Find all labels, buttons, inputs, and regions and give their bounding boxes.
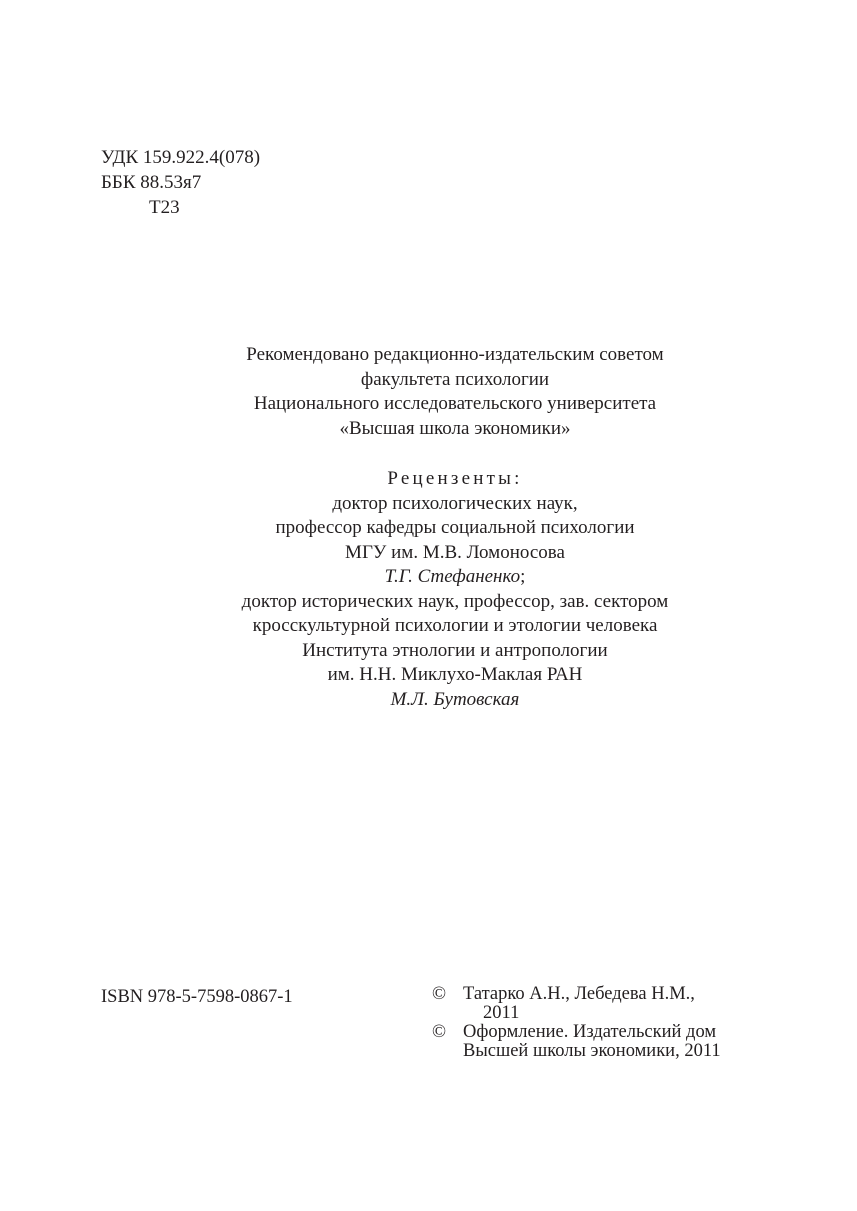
reviewer1-name-line: [160, 565, 750, 590]
recommendation-line: Национального исследовательского университета: [253, 393, 657, 414]
author-mark: Т23: [149, 197, 180, 218]
reviewer2-name: М.Л. Бутовская: [390, 688, 520, 710]
reviewer1-name: Т.Г. Стефаненко: [384, 566, 521, 587]
copyright-design: Оформление. Издательский дом: [463, 1022, 717, 1042]
reviewer1-credential: профессор кафедры социальной психологии: [275, 517, 635, 538]
recommendation-line: Рекомендовано редакционно-издательским советом: [246, 344, 664, 365]
classification-block: [101, 145, 260, 220]
copyright-icon: ©: [432, 1022, 447, 1042]
copyright-authors: Татарко А.Н., Лебедева Н.М.,: [463, 984, 695, 1004]
reviewer2-credential: Института этнологии и антропологии: [302, 639, 608, 661]
reviewer2-credential: доктор исторических наук, профессор, зав. сектором: [241, 590, 669, 612]
reviewers-heading: Рецензенты:: [387, 468, 523, 489]
isbn-number: ISBN 978-5-7598-0867-1: [101, 987, 293, 1007]
copyright-entry-design: [432, 1023, 721, 1061]
recommendation-line: «Высшая школа экономики»: [339, 417, 571, 439]
copyright-icon: ©: [432, 984, 447, 1004]
reviewer2-credential: им. Н.Н. Миклухо-Маклая РАН: [327, 664, 583, 685]
reviewer1-credential: доктор психологических наук,: [332, 492, 578, 514]
copyright-publisher: Высшей школы экономики, 2011: [463, 1041, 721, 1061]
reviewer1-credential: МГУ им. М.В. Ломоносова: [345, 541, 565, 563]
copyright-entry-authors: [432, 985, 721, 1023]
recommendation-block: [160, 343, 750, 441]
reviewers-block: [160, 467, 750, 712]
copyright-authors-year: 2011: [483, 1003, 520, 1023]
recommendation-line: факультета психологии: [360, 368, 550, 390]
udk-code: УДК 159.922.4(078): [101, 147, 261, 168]
bbk-code: ББК 88.53я7: [101, 172, 202, 193]
copyright-block: [432, 985, 721, 1061]
reviewer2-credential: кросскультурной психологии и этологии человека: [252, 615, 658, 636]
reviewer1-name-suffix: ;: [520, 566, 526, 587]
